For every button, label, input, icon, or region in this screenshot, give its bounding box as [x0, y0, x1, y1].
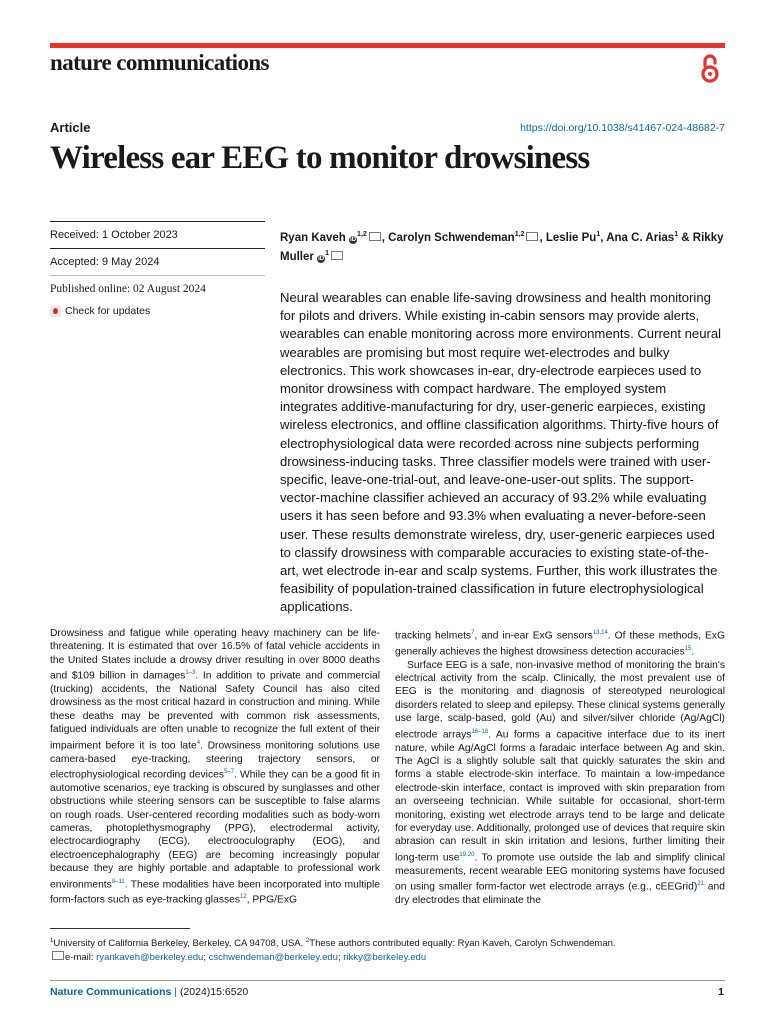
- citation-ref[interactable]: 15: [684, 645, 692, 652]
- email-link-2[interactable]: cschwendeman@berkeley.edu: [208, 952, 338, 964]
- page-footer-citation: Nature Communications | (2024)15:6520: [50, 986, 249, 998]
- article-dates: [50, 221, 265, 317]
- author-affiliation-ref: 1: [674, 231, 679, 238]
- footnote-divider: [50, 928, 190, 929]
- author-affiliation-ref: 1: [325, 249, 329, 257]
- citation-ref[interactable]: 8–11: [111, 878, 125, 885]
- affiliation-line: $^1$University of California Berkeley, Berkeley, CA 94708, USA. $^2$These authors contributed equally: Ryan Kaveh, Carolyn Schwendeman.: [50, 938, 616, 950]
- check-for-updates-label: Check for updates: [65, 305, 151, 317]
- open-access-icon: [696, 53, 724, 85]
- published-date: Published online: 02 August 2024: [50, 275, 265, 302]
- check-for-updates-button[interactable]: [50, 305, 265, 317]
- abstract: Neural wearables can enable life-saving drowsiness and health monitoring for pilots and drivers. While existing in-cabin sensors may provide alerts, wearables can enable monitoring across more environments. Current neural wearables are promising but most require wet-electrodes and bulky electronics. This work showcases in-ear, dry-electrode earpieces used to monitor drowsiness with compact hardware. The employed system integrates additive-manufacturing for dry, user-generic earpieces, existing wireless electronics, and offline classification algorithms. Thirty-five hours of electrophysiological data were recorded across nine subjects performing drowsiness-inducing tasks. Three classifier models were trained with user-specific, leave-one-trial-out, and leave-one-user-out splits. The support-vector-machine classifier achieved an accuracy of 93.2% while evaluating users it has seen before and 93.3% when evaluating a never-before-seen user. These results demonstrate wireless, dry, user-generic earpieces used to classify drowsiness with comparable accuracies to existing state-of-the-art, wet electrode in-ear and scalp systems. Further, this work illustrates the feasibility of population-trained classification in future electrophysiological applications.: [280, 290, 722, 615]
- intro-paragraph-1: Drowsiness and fatigue while operating heavy machinery can be life-threatening. It is estimated that over 16.5% of fatal vehicle accidents in the United States include a drowsy driver resulting in over 8000 deaths and $109 billion in damages$^{1-3}$. In addition to private and commercial (trucking) accidents, the National Safety Council has also cited drowsiness as the most critical hazard in construction and mining. While these deaths may be prevented with common risk assessments, fatigued individuals are often unable to recognize the full extent of their impairment before it is too late$^4$. Drowsiness monitoring solutions use camera-based eye-tracking, steering trajectory sensors, or electrophysiological recording devices$^{5-7}$. While they can be a good fit in automotive scenarios, eye tracking is obscured by sunglasses and other obstructions while steering sensors can be susceptible to false alarms on rough roads. User-centered recording modalities such as body-worn cameras, photoplethysmography (PPG), electrodermal activity, electrocardiography (ECG), electrooculography (EOG), and electroencephalography (EEG) are becoming increasingly popular because they are highly portable and adaptable to professional work environments$^{8-11}$. These modalities have been incorporated into multiple form-factors such as eye-tracking glasses$^{12}$, PPG/ExG: [50, 628, 381, 906]
- author-affiliation-ref: 1,2: [357, 231, 367, 238]
- author-name[interactable]: Leslie Pu: [545, 231, 597, 244]
- author-name[interactable]: Ana C. Arias: [606, 231, 675, 244]
- email-label: e-mail:: [65, 952, 94, 964]
- author-affiliation-ref: 1: [596, 231, 601, 238]
- page-footer-divider: [50, 980, 725, 981]
- citation-ref[interactable]: 19,20: [459, 851, 475, 858]
- author-name[interactable]: Rikky Muller: [280, 231, 724, 263]
- footnote: [50, 934, 725, 965]
- citation-ref[interactable]: 21: [697, 881, 704, 887]
- affiliation-1: University of California Berkeley, Berkeley, CA 94708, USA.: [53, 938, 304, 950]
- email-link-1[interactable]: ryankaveh@berkeley.edu: [96, 952, 204, 964]
- author-name[interactable]: Carolyn Schwendeman: [388, 231, 515, 244]
- email-icon[interactable]: [331, 251, 343, 260]
- envelope-icon: [52, 951, 64, 960]
- crossmark-icon: [50, 306, 61, 317]
- article-title: Wireless ear EEG to monitor drowsiness: [50, 140, 590, 176]
- citation-ref[interactable]: 16–18: [471, 728, 489, 735]
- doi-link[interactable]: https://doi.org/10.1038/s41467-024-48682-7: [520, 122, 725, 134]
- email-link-3[interactable]: rikky@berkeley.edu: [343, 952, 427, 964]
- citation-ref[interactable]: 4: [196, 739, 201, 746]
- page-number: 1: [718, 986, 724, 998]
- orcid-icon[interactable]: iD: [318, 255, 325, 262]
- header-accent-bar: [50, 43, 725, 48]
- email-line: e-mail: ryankaveh@berkeley.edu; cschwendeman@berkeley.edu; rikky@berkeley.edu: [50, 951, 725, 965]
- citation-ref[interactable]: 7: [471, 630, 475, 636]
- citation-ref[interactable]: 12: [240, 894, 247, 901]
- email-icon[interactable]: [369, 232, 381, 241]
- affiliation-2: These authors contributed equally: Ryan Kaveh, Carolyn Schwendeman.: [309, 938, 616, 950]
- intro-paragraph-1-cont: tracking helmets$^7$, and in-ear ExG sensors$^{13,14}$. Of these methods, ExG generally achieves the highest drowsiness detection accuracies$^{15}$.: [395, 630, 725, 658]
- accepted-date: Accepted: 9 May 2024: [50, 248, 265, 275]
- email-icon[interactable]: [526, 232, 538, 241]
- author-name[interactable]: Ryan Kaveh: [280, 231, 346, 244]
- intro-paragraph-2: Surface EEG is a safe, non-invasive method of monitoring the brain's electrical activity from the scalp. Clinically, the most prevalent use of EEG is the monitoring and diagnosis of stereotyped neurological disorders related to sleep and epilepsy. These clinical systems generally use large, scalp-based, gold (Au) and silver/silver chloride (Ag/AgCl) electrode arrays$^{16-18}$. Au forms a capacitive interface due to its inert nature, while Ag/AgCl forms a faradaic interface between Ag and skin. The AgCl is a slightly soluble salt that quickly saturates the skin and forms a stable electrode-skin interface. To maintain a low-impedance electrode-skin interface, contact is improved with skin preparation from an overseeing technician. While suitable for occasional, short-term monitoring, existing wet electrode arrays tend to be large and delicate for everyday use. Additionally, prolonged use of devices that require skin abrasion can result in skin irritation and lesions, further limiting their long-term use$^{19,20}$. To promote use outside the lab and simplify clinical measurements, recent wearable EEG monitoring systems have focused on using smaller form-factor wet electrode arrays (e.g., cEEGrid)$^{21}$ and dry electrodes that eliminate the: [395, 659, 726, 906]
- citation-ref[interactable]: 5–7: [224, 768, 235, 775]
- footer-journal-name[interactable]: Nature Communications: [50, 986, 172, 998]
- author-list: Ryan Kaveh iD$^{1,2}$ , Carolyn Schwendeman$^{1,2}$ , Leslie Pu$^1$, Ana C. Arias$^1$ & Rikky Muller $iD^1$: [280, 231, 724, 263]
- body-column-1: [50, 627, 380, 907]
- citation-ref[interactable]: 1–3: [185, 670, 196, 677]
- footer-citation: (2024)15:6520: [179, 986, 249, 998]
- author-affiliation-ref: 1,2: [514, 231, 525, 238]
- article-type-label: Article: [50, 120, 91, 135]
- received-date: Received: 1 October 2023: [50, 221, 265, 248]
- orcid-icon[interactable]: iD: [350, 236, 357, 243]
- journal-name: nature communications: [50, 50, 269, 75]
- body-column-2: [395, 627, 725, 907]
- citation-ref[interactable]: 13,14: [592, 630, 608, 636]
